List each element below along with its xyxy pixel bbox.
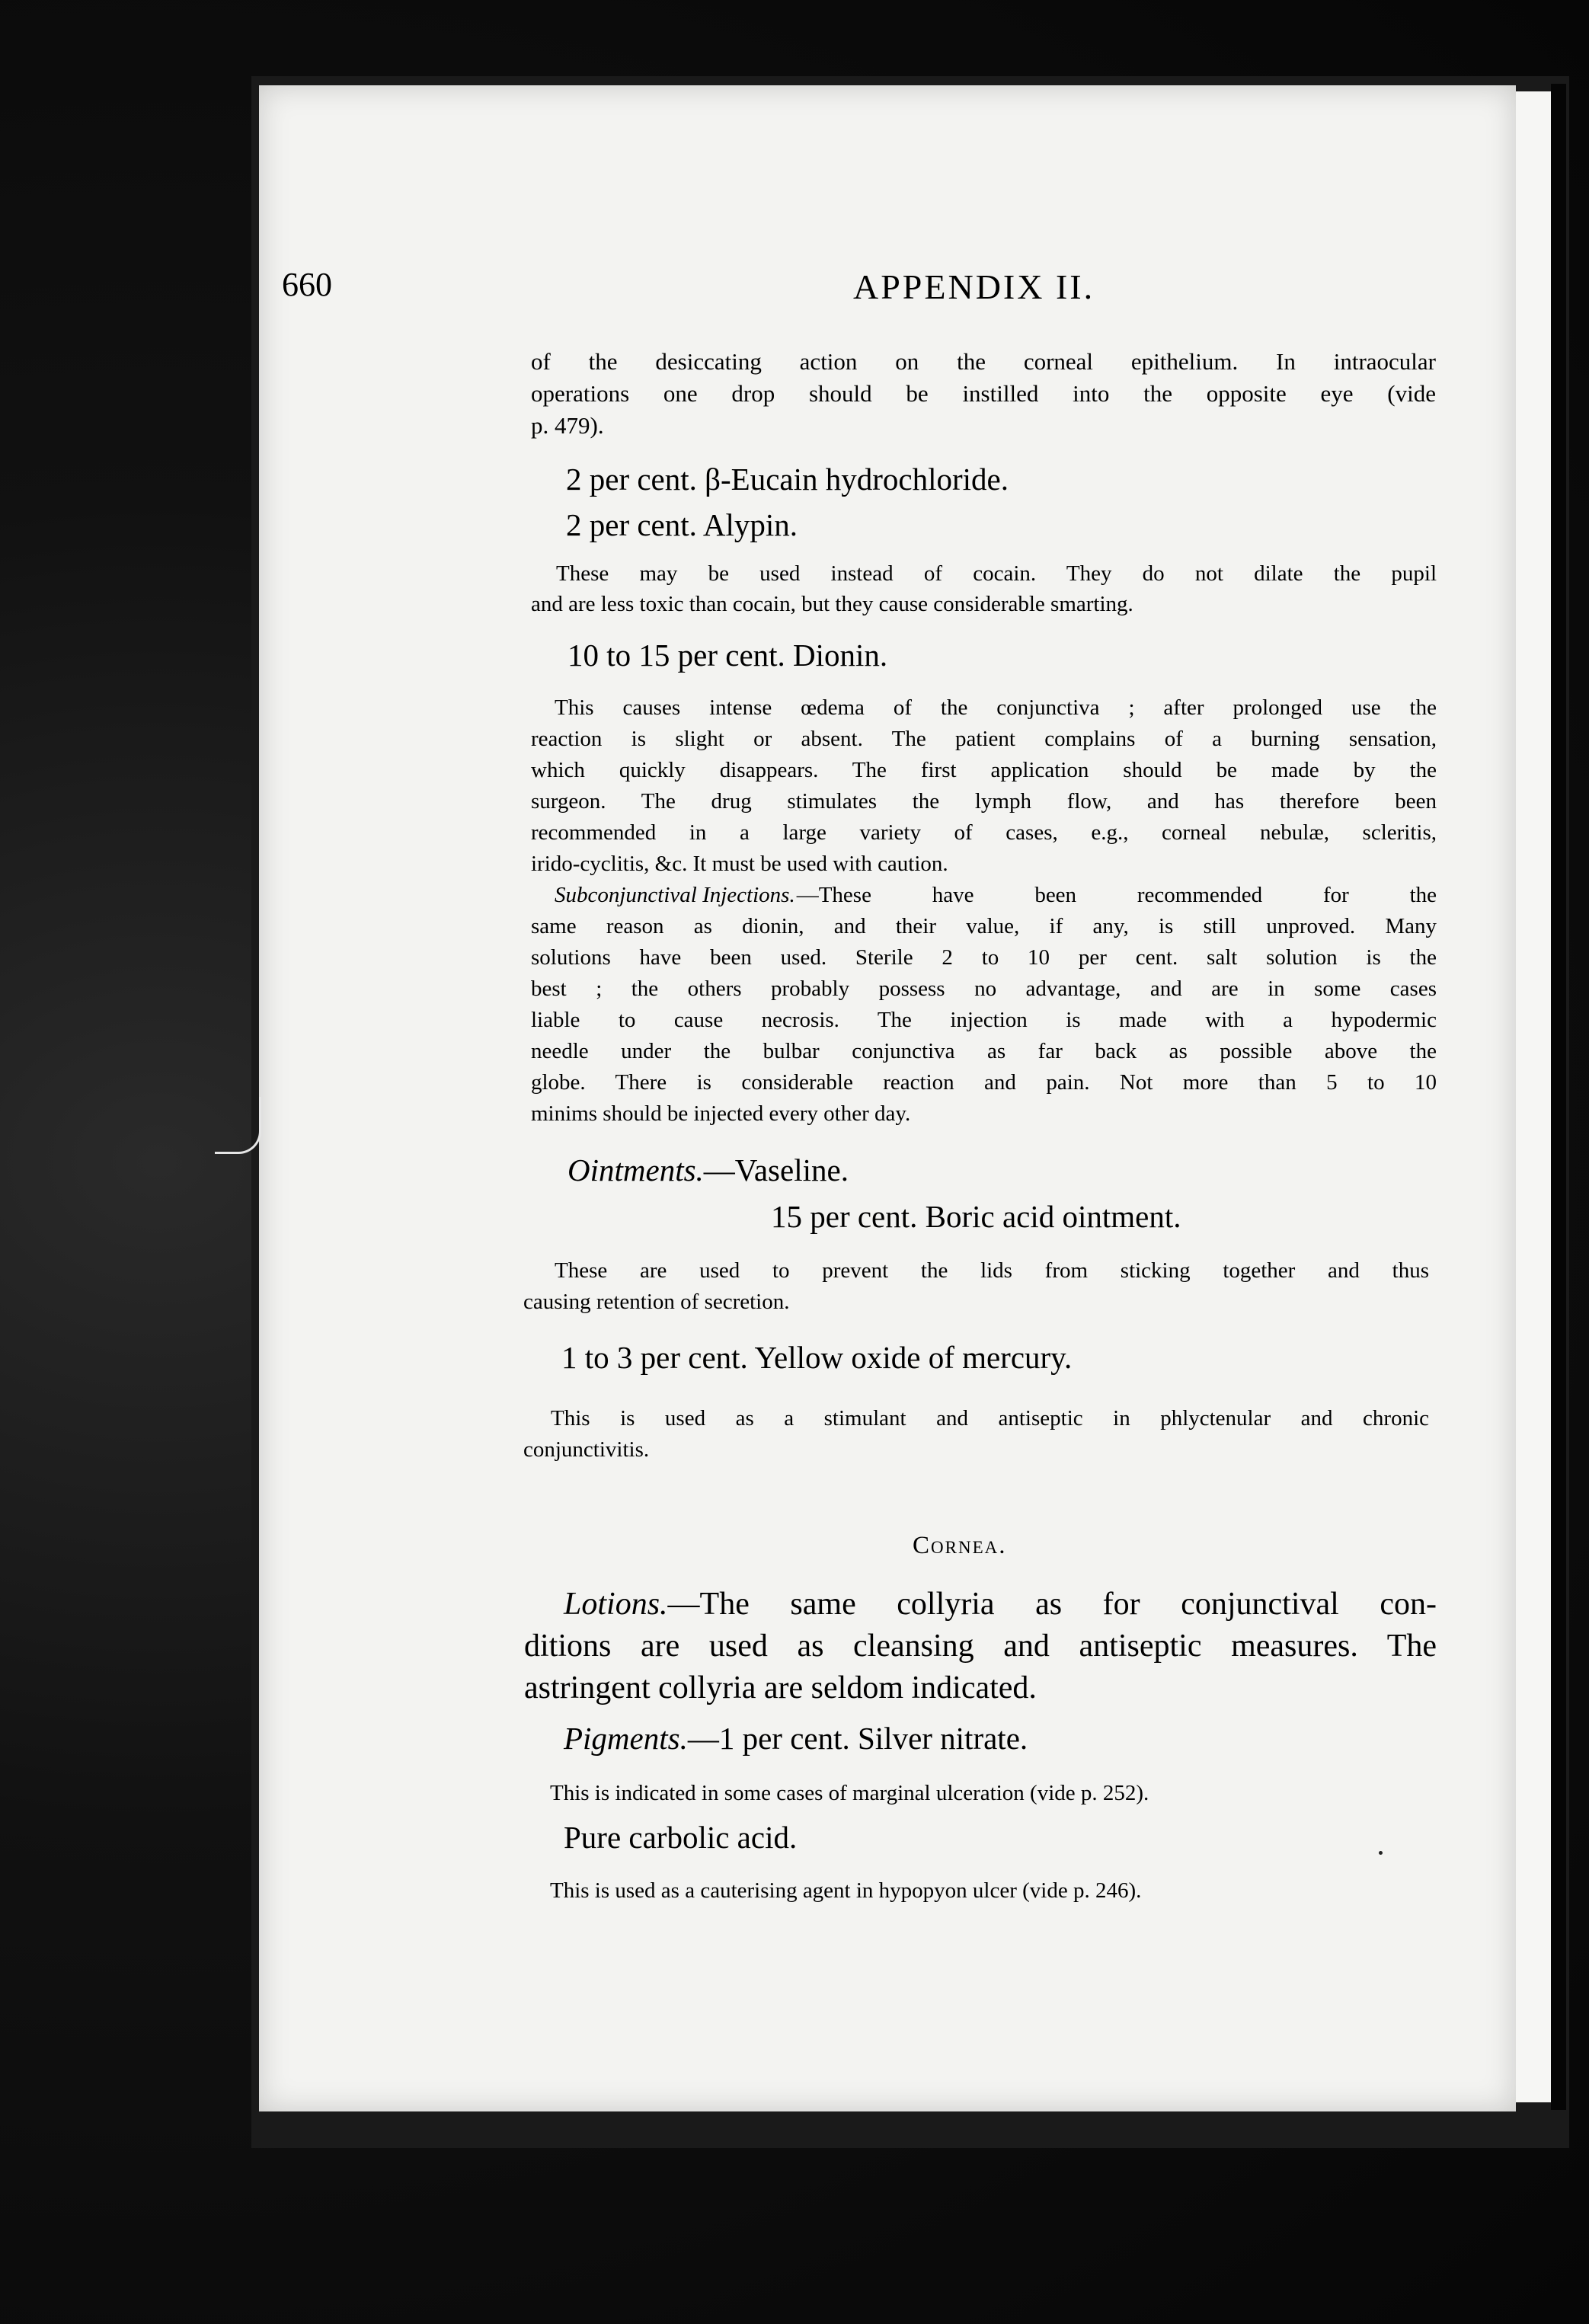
lotions-first-line: [564, 1584, 1437, 1626]
paragraph-line: surgeon. The drug stimulates the lymph flow, and has therefore been: [531, 789, 1437, 814]
paragraph-line: astringent collyria are seldom indicated.: [524, 1670, 1037, 1705]
margin-pencil-mark: [215, 1097, 261, 1154]
pigments-item: —1 per cent. Silver nitrate.: [687, 1721, 1028, 1756]
paragraph-line: p. 479).: [531, 412, 604, 439]
next-page-edge: [1516, 91, 1551, 2102]
eucain-heading: 2 per cent. β-Eucain hydrochloride.: [566, 462, 1009, 497]
ointments-heading: [568, 1152, 849, 1188]
paragraph-line: reaction is slight or absent. The patient complains of a burning sensation,: [531, 727, 1437, 751]
paragraph-line: These are used to prevent the lids from sticking together and thus: [555, 1258, 1429, 1283]
paragraph-line: conjunctivitis.: [523, 1437, 650, 1462]
paragraph-line: of the desiccating action on the corneal epithelium. In intraocular: [531, 348, 1436, 375]
paragraph-line: liable to cause necrosis. The injection is made with a hypodermic: [531, 1008, 1437, 1032]
subconj-first-line-rest: —These have been recommended for the: [796, 883, 1437, 907]
ointments-first-item: —Vaseline.: [703, 1152, 849, 1188]
paragraph-line: and are less toxic than cocain, but they cause considerable smarting.: [531, 592, 1133, 616]
cornea-section-heading: Cornea.: [913, 1532, 1007, 1559]
paragraph-line: which quickly disappears. The first application should be made by the: [531, 758, 1437, 782]
paragraph-line: irido-cyclitis, &c. It must be used with caution.: [531, 852, 948, 876]
boric-acid-heading: 15 per cent. Boric acid ointment.: [771, 1199, 1181, 1234]
paragraph-line: globe. There is considerable reaction and pain. Not more than 5 to 10: [531, 1070, 1437, 1095]
paragraph-line: ditions are used as cleansing and antiseptic measures. The: [524, 1629, 1437, 1664]
subconj-first-line: [555, 880, 1437, 911]
paragraph-line: This is used as a stimulant and antiseptic in phlyctenular and chronic: [551, 1406, 1429, 1431]
lotions-first-line-rest: —The same collyria as for conjunctival con-: [667, 1587, 1437, 1622]
paragraph-line: solutions have been used. Sterile 2 to 10 per cent. salt solution is the: [531, 945, 1437, 970]
lotions-label: Lotions.: [564, 1587, 668, 1622]
paragraph-line: same reason as dionin, and their value, if any, is still unproved. Many: [531, 914, 1437, 938]
paragraph-line: needle under the bulbar conjunctiva as far back as possible above the: [531, 1039, 1437, 1063]
paragraph-line: This causes intense œdema of the conjunctiva ; after prolonged use the: [555, 695, 1437, 720]
pigments-label: Pigments.: [564, 1721, 688, 1756]
pigments-heading: [564, 1720, 1028, 1757]
page-edge-shadow: [1551, 84, 1566, 2110]
page-number: 660: [282, 266, 332, 303]
ink-speck: [1379, 1851, 1383, 1855]
mercury-heading: 1 to 3 per cent. Yellow oxide of mercury.: [561, 1340, 1073, 1375]
paragraph-line: causing retention of secretion.: [523, 1290, 790, 1314]
carbolic-heading: Pure carbolic acid.: [564, 1820, 798, 1855]
ointments-label: Ointments.: [568, 1152, 704, 1188]
paragraph-line: operations one drop should be instilled into the opposite eye (vide: [531, 380, 1436, 407]
alypin-heading: 2 per cent. Alypin.: [566, 507, 798, 542]
dionin-heading: 10 to 15 per cent. Dionin.: [568, 638, 888, 673]
running-title: APPENDIX II.: [853, 267, 1095, 306]
paragraph-line: recommended in a large variety of cases, e.g., corneal nebulæ, scleritis,: [531, 820, 1437, 845]
subconj-label: Subconjunctival Injections.: [555, 883, 795, 907]
silver-nitrate-note: This is indicated in some cases of marginal ulceration (vide p. 252).: [550, 1781, 1149, 1805]
paragraph-line: minims should be injected every other day.: [531, 1101, 911, 1126]
paragraph-line: best ; the others probably possess no advantage, and are in some cases: [531, 977, 1437, 1001]
carbolic-note: This is used as a cauterising agent in hypopyon ulcer (vide p. 246).: [550, 1878, 1142, 1903]
paragraph-line: These may be used instead of cocain. They do not dilate the pupil: [556, 561, 1437, 586]
